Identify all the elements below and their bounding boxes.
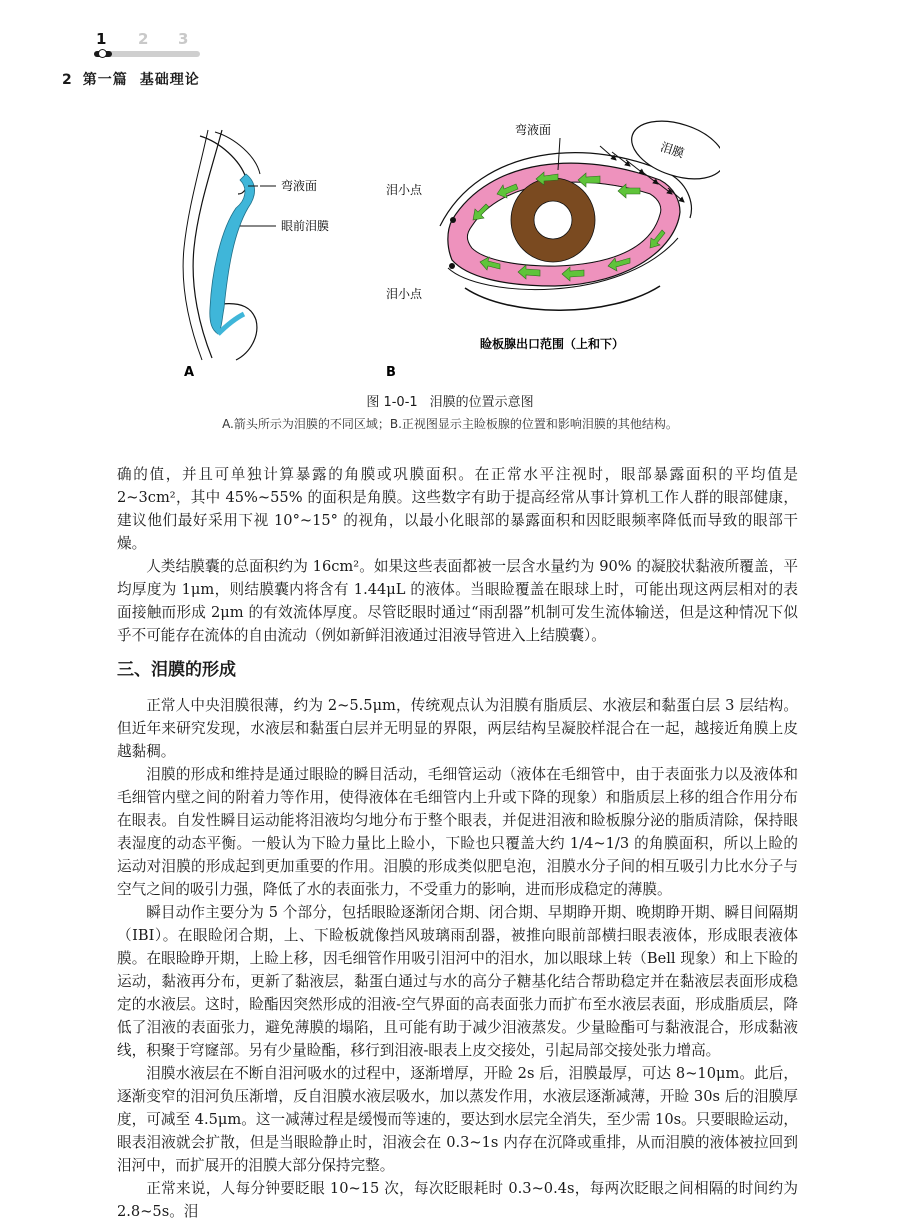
- part-name: 第一篇: [82, 72, 128, 88]
- tear-film-layer: [210, 174, 255, 334]
- chapter-indicator: [90, 30, 210, 50]
- page-number: 2: [62, 72, 73, 88]
- label-b-punctum-upper: 泪小点: [386, 183, 423, 197]
- pupil: [534, 201, 572, 239]
- body-text: [117, 463, 798, 1223]
- chapter-number-current: 1: [96, 30, 107, 48]
- label-a-meniscus: 弯液面: [281, 179, 318, 193]
- paragraph: 泪膜的形成和维持是通过眼睑的瞬目活动，毛细管运动（液体在毛细管中，由于表面张力以及液体和毛细管内壁之间的附着力等作用，使得液体在毛细管内上升或下降的现象）和脂质层上移的组合作用分布在眼表。自发性瞬目运动能将泪液均匀地分布于整个眼表，并促进泪液和睑板腺分泌的脂质清除，保持眼表湿度的动态平衡。一般认为下睑力量比上睑小，下睑也只覆盖大约 1/4~1/3 的角膜面积，所以上睑的运动对泪膜的形成起到更加重要的作用。泪膜的形成类似肥皂泡，泪膜水分子间的相互吸引力比水分子与空气之间的吸引力强，降低了水的表面张力，不受重力的影响，进而形成稳定的薄膜。: [117, 766, 798, 898]
- figure-caption: [0, 391, 900, 410]
- progress-marker: [98, 49, 107, 58]
- tear-film-figure: [160, 108, 720, 383]
- paragraph: 泪膜水液层在不断自泪河吸水的过程中，逐渐增厚，开睑 2s 后，泪膜最厚，可达 8~10μm。此后，逐渐变窄的泪河负压渐增，反自泪膜水液层吸水，加以蒸发作用，水液层逐渐减薄，开睑 30s 后的泪膜厚度，可减至 4.5μm。这一减薄过程是缓慢而等速的，要达到水层完全消失，至少需 10s。只要眼睑运动，眼表泪液就会扩散，但是当眼睑静止时，泪液会在 0.3~1s 内存在沉降或重排，从而泪膜的液体被拉回到泪河中，而扩展开的泪膜大部分保持完整。: [117, 1065, 798, 1174]
- section-heading: 三、泪膜的形成: [117, 660, 236, 680]
- panel-b-label: B: [386, 365, 396, 380]
- chapter-number: 2: [138, 30, 149, 48]
- label-b-meniscus: 弯液面: [515, 123, 552, 137]
- panel-a-label: A: [184, 365, 195, 380]
- paragraph: 正常人中央泪膜很薄，约为 2~5.5μm，传统观点认为泪膜有脂质层、水液层和黏蛋白层 3 层结构。但近年来研究发现，水液层和黏蛋白层并无明显的界限，两层结构呈凝胶样混合在一起，越接近角膜上皮越黏稠。: [117, 697, 798, 760]
- part-title: 基础理论: [139, 72, 200, 88]
- figure-number: 图 1-0-1: [366, 395, 418, 410]
- label-a-precorneal-film: 眼前泪膜: [281, 219, 330, 233]
- running-header: [62, 69, 200, 89]
- figure-title: 泪膜的位置示意图: [429, 395, 534, 410]
- label-b-meibomian: 睑板腺出口范围（上和下）: [480, 337, 625, 351]
- panel-a-diagram: [183, 130, 276, 360]
- paragraph: 瞬目动作主要分为 5 个部分，包括眼睑逐渐闭合期、闭合期、早期睁开期、晚期睁开期、瞬目间隔期（IBI）。在眼睑闭合期，上、下睑板就像挡风玻璃雨刮器，被推向眼前部横扫眼表液体，形成眼表液体膜。在眼睑睁开期，上睑上移，因毛细管作用吸引泪河中的泪水，加以眼球上转（Bell 现象）和上下睑的运动，黏液再分布，更新了黏液层，黏蛋白通过与水的高分子糖基化结合帮助稳定并在黏液层表面形成稳定的水液层。这时，睑酯因突然形成的泪液-空气界面的高表面张力而扩布至水液层表面，形成脂质层，降低了泪液的表面张力，避免薄膜的塌陷，且可能有助于减少泪液蒸发。少量睑酯可与黏液混合，形成黏液线，积聚于穹窿部。另有少量睑酯，移行到泪液-眼表上皮交接处，引起局部交接处张力增高。: [117, 904, 798, 1059]
- meibomian-bracket: [465, 286, 660, 310]
- paragraph: 确的值，并且可单独计算暴露的角膜或巩膜面积。在正常水平注视时，眼部暴露面积的平均值是 2~3cm²，其中 45%~55% 的面积是角膜。这些数字有助于提高经常从事计算机工作人群的眼部健康，建议他们最好采用下视 10°~15° 的视角，以最小化眼部的暴露面积和因眨眼频率降低而导致的眼部干燥。: [117, 466, 798, 552]
- chapter-number: 3: [178, 30, 189, 48]
- paragraph: 正常来说，人每分钟要眨眼 10~15 次，每次眨眼耗时 0.3~0.4s，每两次眨眼之间相隔的时间约为 2.8~5s。泪: [117, 1180, 798, 1220]
- panel-b-diagram: [440, 110, 720, 310]
- paragraph: 人类结膜囊的总面积约为 16cm²。如果这些表面都被一层含水量约为 90% 的凝胶状黏液所覆盖，平均厚度为 1μm，则结膜囊内将含有 1.44μL 的液体。当眼睑覆盖在眼球上时，可能出现这两层相对的表面接触而形成 2μm 的有效流体厚度。尽管眨眼时通过“雨刮器”机制可发生流体输送，但是这种情况下似乎不可能存在流体的自由流动（例如新鲜泪液通过泪液导管进入上结膜囊）。: [117, 558, 798, 644]
- label-b-punctum-lower: 泪小点: [386, 287, 423, 301]
- label-b-tear-film: 泪膜: [658, 139, 686, 161]
- figure-subcaption: A.箭头所示为泪膜的不同区域；B.正视图显示主睑板腺的位置和影响泪膜的其他结构。: [222, 417, 678, 431]
